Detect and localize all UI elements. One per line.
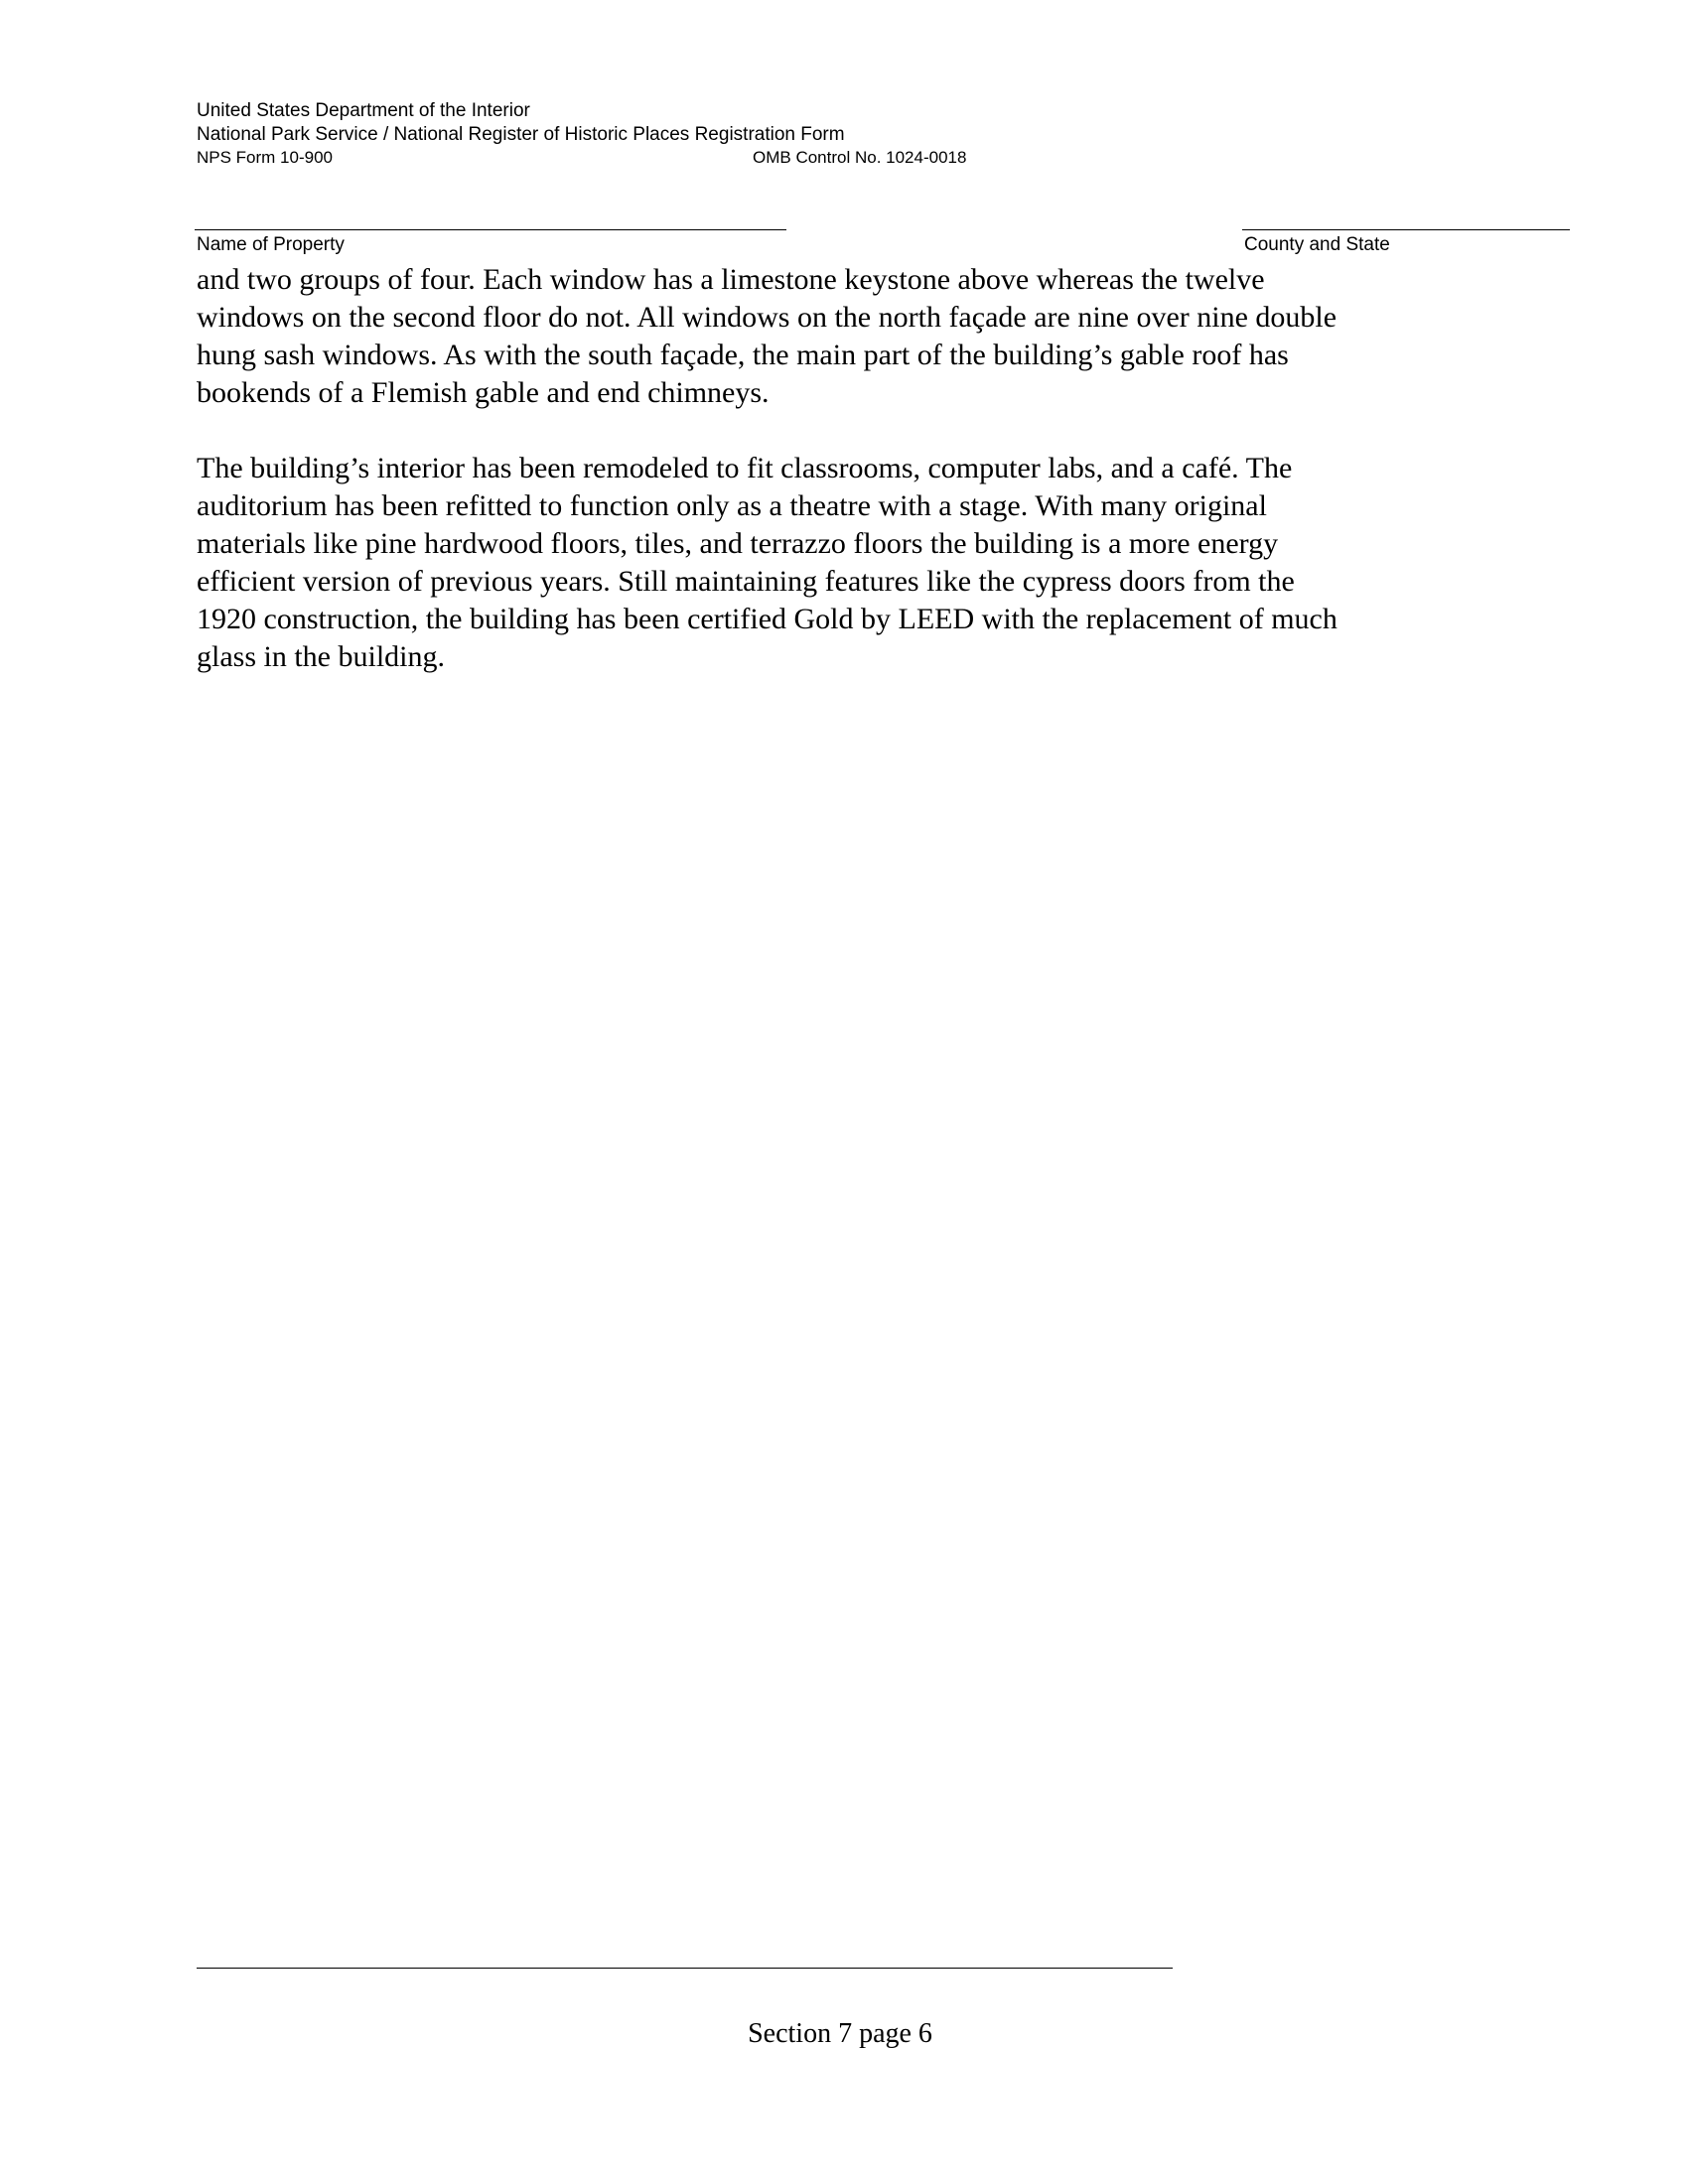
text-line: auditorium has been refitted to function only as a theatre with a stage. With many original [197,489,1267,522]
omb-control-number: OMB Control No. 1024-0018 [753,148,967,167]
text-line: 1920 construction, the building has been certified Gold by LEED with the replacement of much [197,603,1337,635]
text-line: and two groups of four. Each window has a limestone keystone above whereas the twelve [197,263,1265,296]
section-page-number: Section 7 page 6 [748,2018,932,2049]
paragraph-spacer [197,412,1487,450]
text-line: efficient version of previous years. Still maintaining features like the cypress doors from the [197,565,1295,598]
text-line: bookends of a Flemish gable and end chimneys. [197,376,770,409]
county-and-state-label: County and State [1244,234,1390,255]
text-line: The building’s interior has been remodeled to fit classrooms, computer labs, and a café. The [197,452,1293,484]
text-line: glass in the building. [197,640,445,673]
text-line: windows on the second floor do not. All windows on the north façade are nine over nine double [197,301,1337,334]
text-line: hung sash windows. As with the south façade, the main part of the building’s gable roof has [197,339,1289,371]
form-header [197,99,1011,169]
county-and-state-rule [1242,229,1570,230]
form-number: NPS Form 10-900 [197,148,333,167]
department-title: United States Department of the Interior [197,100,530,121]
form-id-row [197,147,1011,169]
paragraph-2 [197,450,1487,676]
footer-rule [197,1968,1173,1969]
text-line: materials like pine hardwood floors, tiles, and terrazzo floors the building is a more energy [197,527,1279,560]
description-text [197,261,1487,676]
paragraph-1 [197,261,1487,412]
name-of-property-rule [195,229,786,230]
agency-form-title: National Park Service / National Register of Historic Places Registration Form [197,124,845,145]
page-footer [0,2018,1688,2050]
name-of-property-label: Name of Property [197,234,345,255]
